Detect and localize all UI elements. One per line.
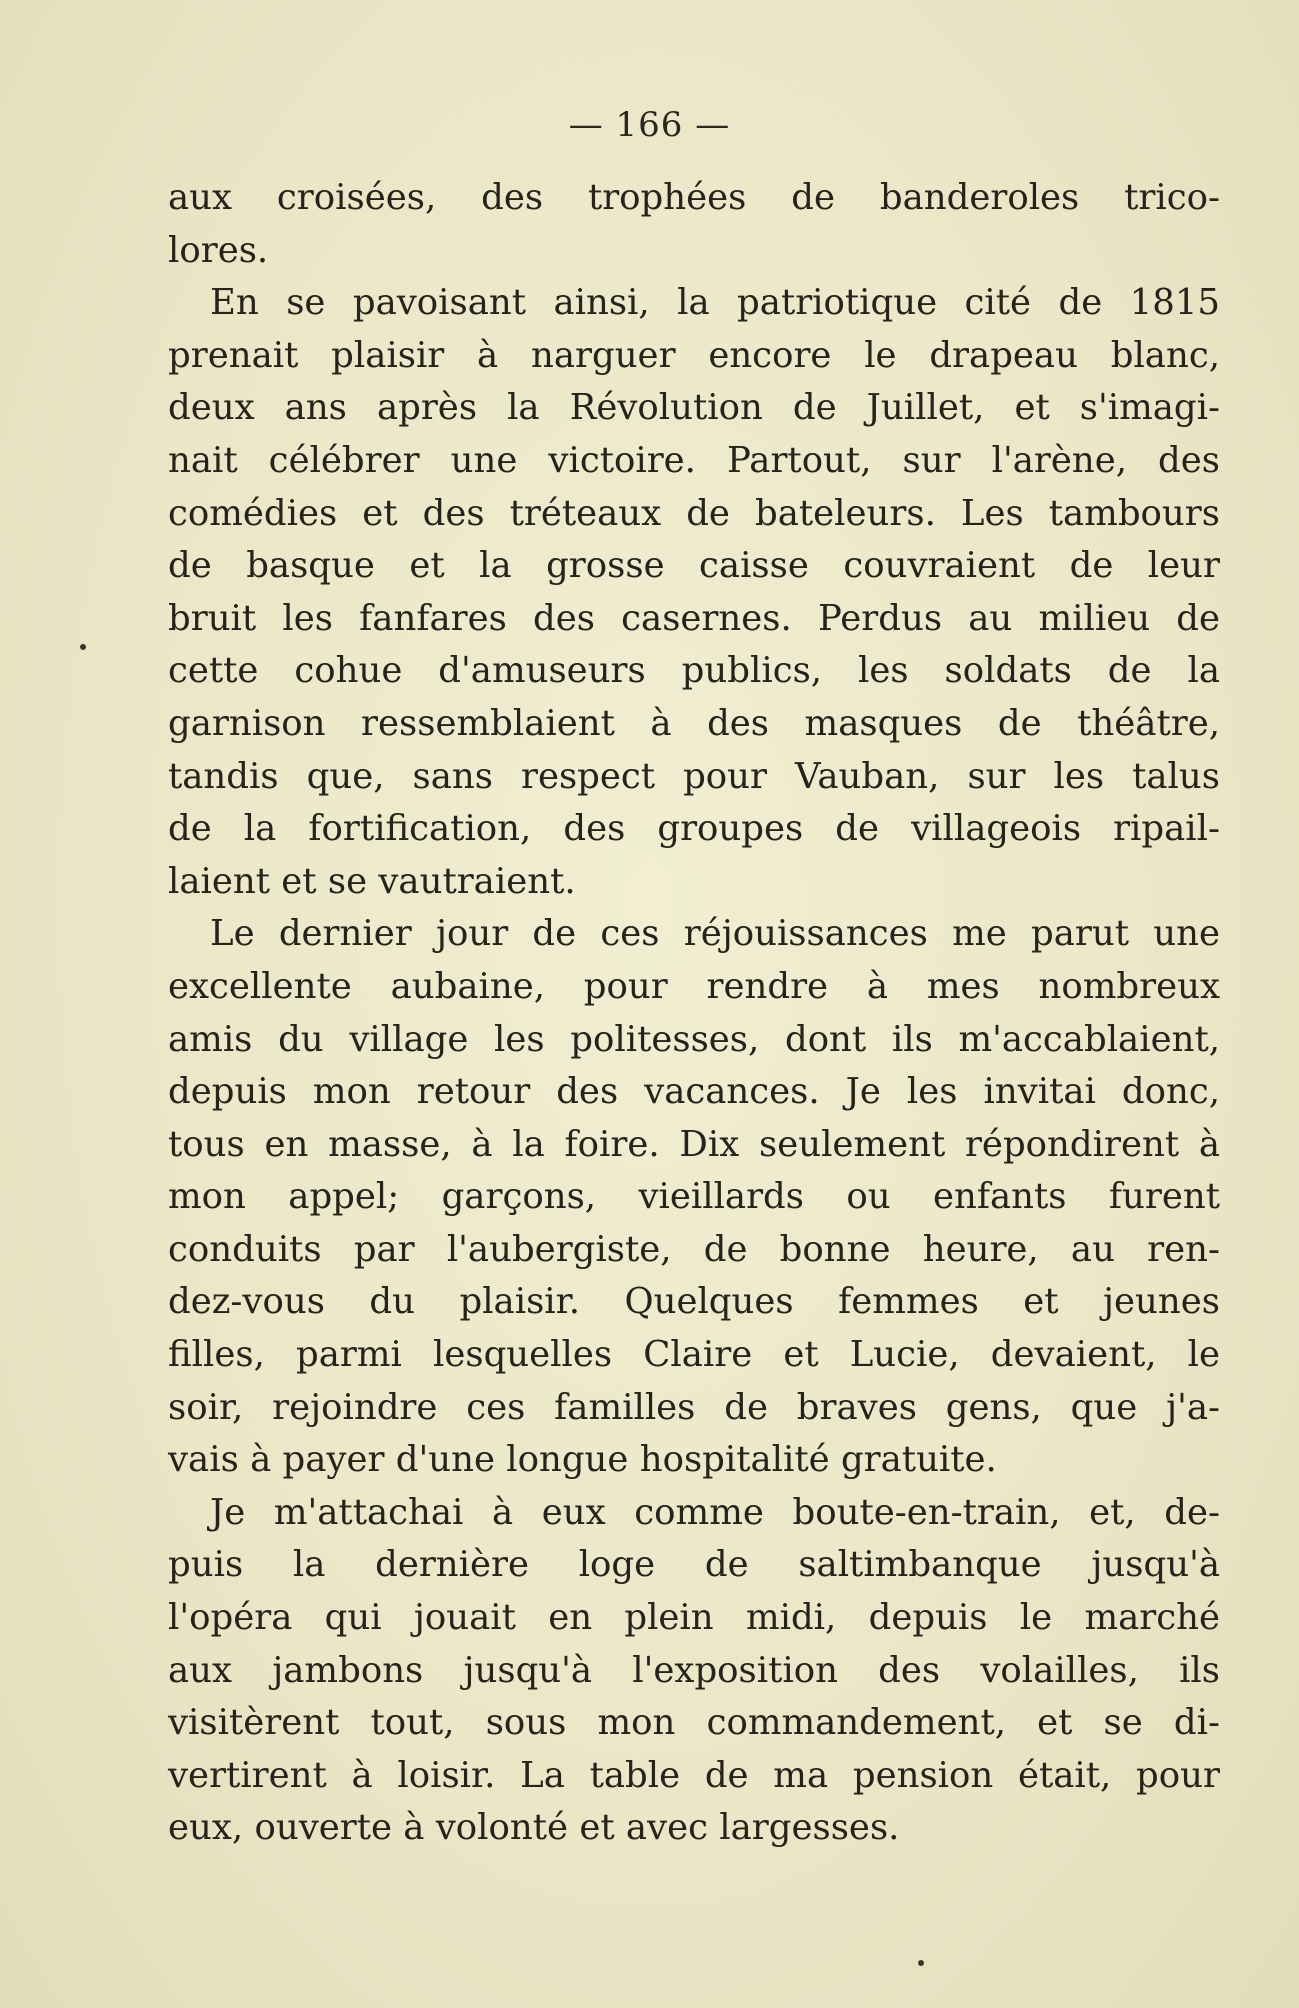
text-line: visitèrent tout, sous mon commandement, et se di- xyxy=(168,1702,1220,1744)
print-speck xyxy=(918,1960,924,1966)
text-line: soir, rejoindre ces familles de braves gens, que j'a- xyxy=(168,1386,1220,1428)
text-line: aux croisées, des trophées de banderoles trico- xyxy=(168,177,1220,218)
page-number: — 166 — xyxy=(568,105,731,145)
text-line: de la fortification, des groupes de villageois ripail- xyxy=(168,808,1220,850)
text-line: cette cohue d'amuseurs publics, les soldats de la xyxy=(168,650,1220,692)
text-line: deux ans après la Révolution de Juillet, et s'imagi- xyxy=(168,387,1220,429)
text-line: lores. xyxy=(168,229,269,271)
text-line: comédies et des tréteaux de bateleurs. Les tambours xyxy=(168,492,1220,534)
text-line: Je m'attachai à eux comme boute-en-train, et, de- xyxy=(210,1491,1220,1533)
text-line: laient et se vautraient. xyxy=(168,860,576,902)
text-line: l'opéra qui jouait en plein midi, depuis le marché xyxy=(168,1597,1220,1639)
text-line: excellente aubaine, pour rendre à mes nombreux xyxy=(168,965,1220,1007)
text-line: vertirent à loisir. La table de ma pension était, pour xyxy=(168,1754,1220,1796)
text-line: mon appel; garçons, vieillards ou enfants furent xyxy=(168,1176,1220,1218)
print-speck xyxy=(80,644,86,650)
text-line: tandis que, sans respect pour Vauban, sur les talus xyxy=(168,755,1220,797)
text-line: bruit les fanfares des casernes. Perdus au milieu de xyxy=(168,597,1220,639)
text-line: de basque et la grosse caisse couvraient de leur xyxy=(168,545,1220,587)
text-line: vais à payer d'une longue hospitalité gratuite. xyxy=(168,1439,997,1481)
text-line: nait célébrer une victoire. Partout, sur l'arène, des xyxy=(168,439,1220,481)
text-line: conduits par l'aubergiste, de bonne heure, au ren- xyxy=(168,1228,1220,1270)
text-line: dez-vous du plaisir. Quelques femmes et jeunes xyxy=(168,1281,1220,1323)
text-line: garnison ressemblaient à des masques de théâtre, xyxy=(168,702,1220,744)
text-line: prenait plaisir à narguer encore le drapeau blanc, xyxy=(168,334,1220,376)
text-line: aux jambons jusqu'à l'exposition des volailles, ils xyxy=(168,1649,1220,1691)
text-line: depuis mon retour des vacances. Je les invitai donc, xyxy=(168,1071,1220,1113)
body-text xyxy=(168,172,1220,1855)
text-line: tous en masse, à la foire. Dix seulement répondirent à xyxy=(168,1123,1220,1165)
text-line: eux, ouverte à volonté et avec largesses. xyxy=(168,1807,900,1849)
text-line: En se pavoisant ainsi, la patriotique cité de 1815 xyxy=(210,282,1220,324)
text-line: amis du village les politesses, dont ils m'accablaient, xyxy=(168,1018,1220,1060)
text-line: filles, parmi lesquelles Claire et Lucie, devaient, le xyxy=(168,1334,1220,1376)
text-line: Le dernier jour de ces réjouissances me parut une xyxy=(210,913,1220,955)
text-line: puis la dernière loge de saltimbanque jusqu'à xyxy=(168,1544,1220,1586)
